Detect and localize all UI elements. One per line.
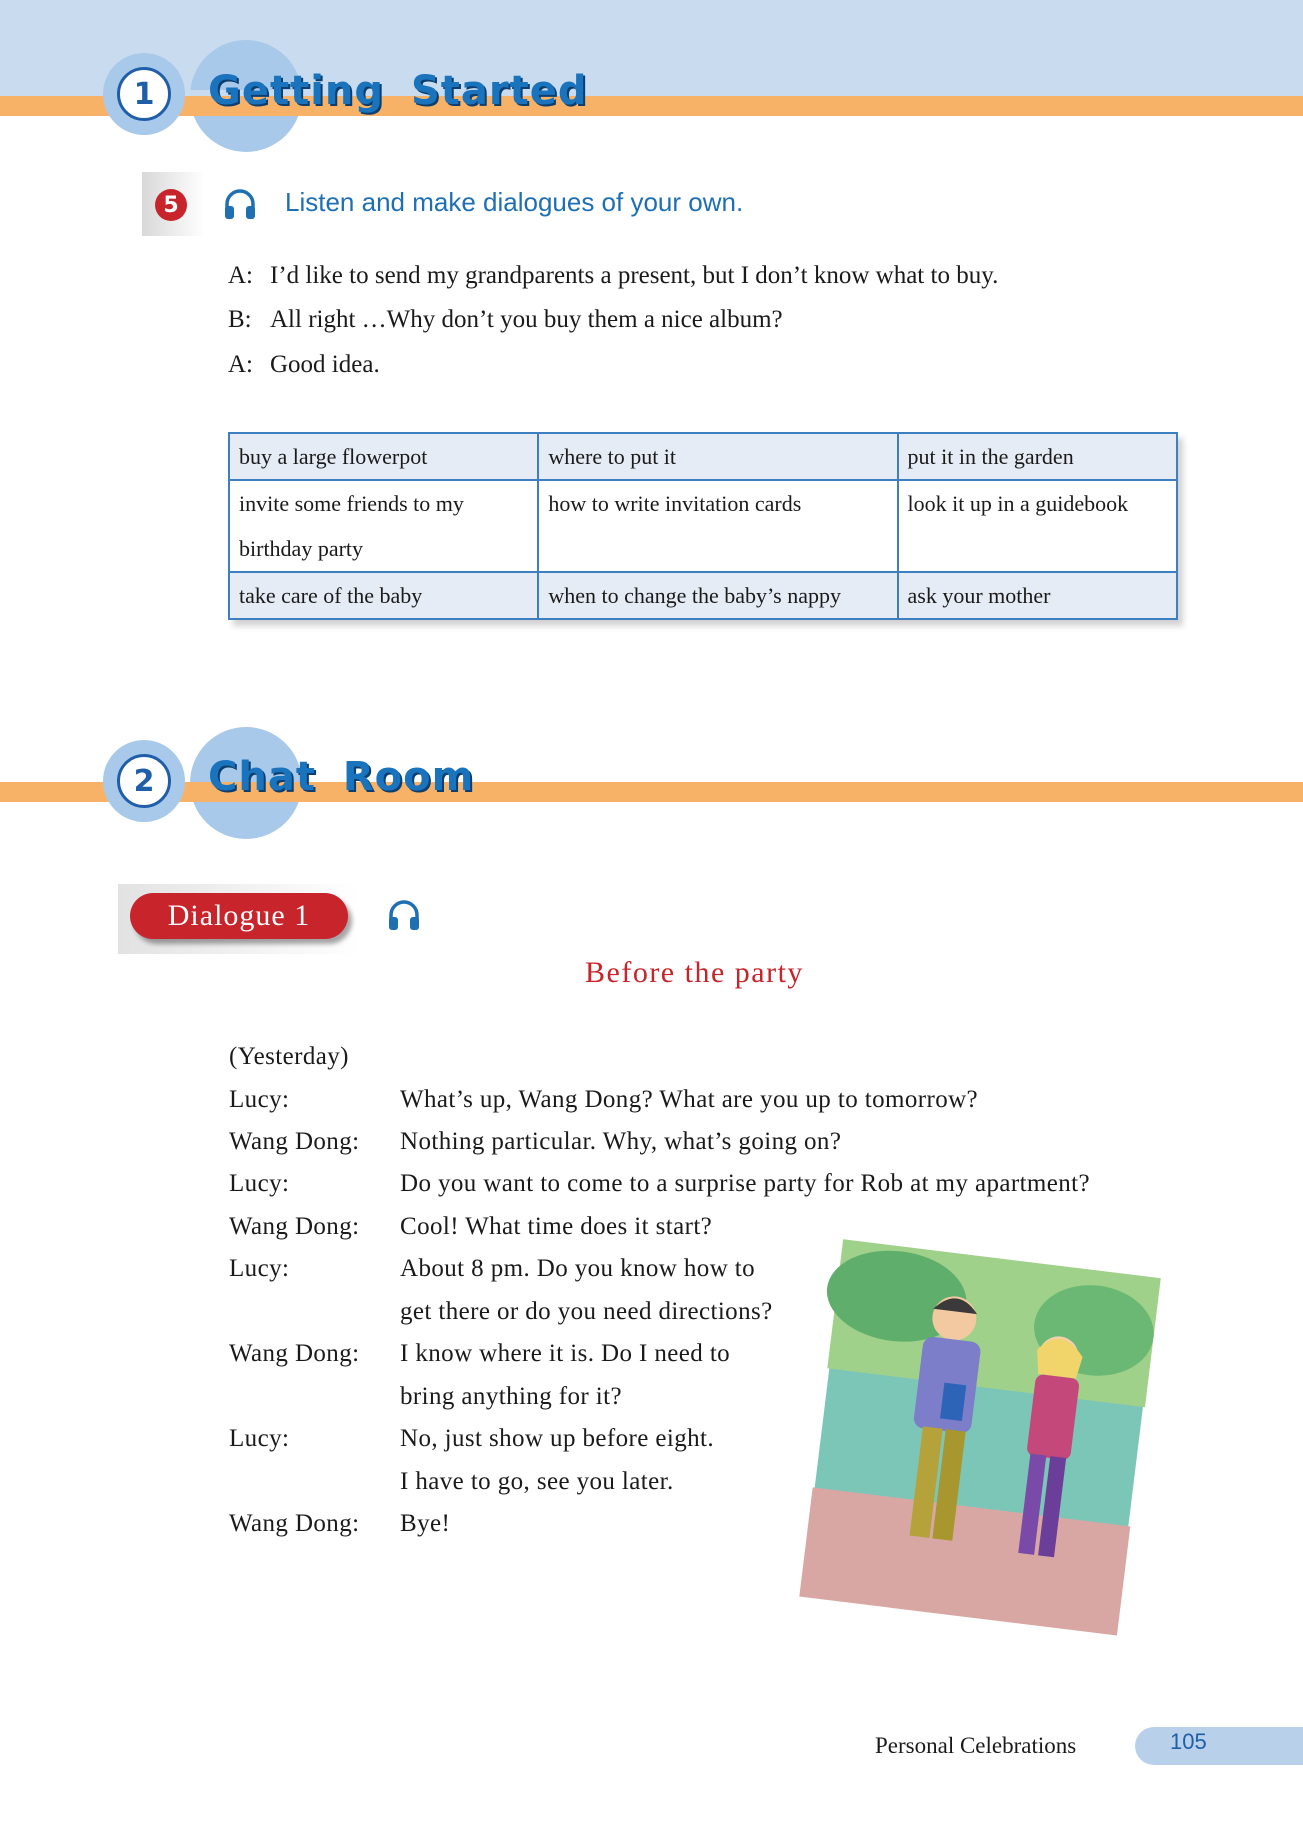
table-cell: look it up in a guidebook	[898, 480, 1177, 572]
line-text: Good idea.	[270, 351, 380, 378]
line-text: get there or do you need directions?	[400, 1298, 773, 1325]
section-number-badge	[103, 740, 185, 822]
time-note: (Yesterday)	[229, 1043, 349, 1070]
table-cell: buy a large flowerpot	[229, 433, 538, 480]
speaker: Wang Dong:	[229, 1510, 360, 1537]
table-row	[229, 572, 1177, 619]
section-title: Getting Started	[208, 68, 588, 114]
headphones-icon[interactable]	[222, 187, 258, 223]
dialog-line	[229, 1468, 674, 1496]
speaker: B:	[228, 306, 252, 333]
speaker: Lucy:	[229, 1425, 290, 1452]
section-number-badge	[103, 53, 185, 135]
dialogue-label: Dialogue 1	[130, 893, 348, 939]
line-text: Bye!	[400, 1510, 451, 1537]
line-text: All right …Why don’t you buy them a nice album?	[270, 306, 783, 333]
line-text: No, just show up before eight.	[400, 1425, 715, 1452]
table-cell: how to write invitation cards	[538, 480, 897, 572]
line-text: I have to go, see you later.	[400, 1468, 674, 1495]
table-cell: when to change the baby’s nappy	[538, 572, 897, 619]
dialogue-title: Before the party	[585, 956, 804, 989]
speaker: A:	[228, 351, 253, 378]
speaker: Wang Dong:	[229, 1128, 360, 1155]
speaker: A:	[228, 262, 253, 289]
dialog-line	[229, 1128, 841, 1156]
table-row	[229, 433, 1177, 480]
table-cell: take care of the baby	[229, 572, 538, 619]
exercise-number: 5	[155, 189, 187, 221]
dialog-line	[229, 1255, 755, 1283]
section-stripe	[0, 782, 1303, 802]
section-title: Chat Room	[208, 754, 475, 800]
line-text: Nothing particular. Why, what’s going on?	[400, 1128, 842, 1155]
line-text: I know where it is. Do I need to	[400, 1340, 731, 1367]
line-text: What’s up, Wang Dong? What are you up to tomorrow?	[400, 1086, 979, 1113]
table-cell: where to put it	[538, 433, 897, 480]
dialog-line	[229, 1340, 730, 1368]
page-number: 105	[1170, 1729, 1207, 1754]
speaker: Lucy:	[229, 1086, 290, 1113]
dialog-line	[229, 1086, 978, 1114]
table-row	[229, 480, 1177, 572]
section-stripe	[0, 96, 1303, 116]
table-cell: ask your mother	[898, 572, 1177, 619]
dialog-line	[228, 351, 380, 379]
band-edge	[0, 90, 1303, 96]
dialog-line	[229, 1510, 450, 1538]
students-illustration	[790, 1238, 1180, 1638]
dialog-line	[229, 1298, 773, 1326]
dialog-line	[228, 306, 783, 334]
speaker: Lucy:	[229, 1255, 290, 1282]
exercise-instruction: Listen and make dialogues of your own.	[285, 187, 744, 217]
dialog-line	[229, 1383, 622, 1411]
line-text: Do you want to come to a surprise party for Rob at my apartment?	[400, 1170, 1091, 1197]
dialog-line	[228, 262, 998, 290]
line-text: bring anything for it?	[400, 1383, 622, 1410]
speaker: Wang Dong:	[229, 1213, 360, 1240]
speaker: Lucy:	[229, 1170, 290, 1197]
line-text: About 8 pm. Do you know how to	[400, 1255, 756, 1282]
unit-title: Personal Celebrations	[875, 1733, 1077, 1758]
table-cell: put it in the garden	[898, 433, 1177, 480]
dialog-line	[229, 1213, 712, 1241]
page-number-tab	[1135, 1727, 1303, 1765]
section-number: 2	[117, 754, 171, 808]
table-cell: invite some friends to my birthday party	[229, 480, 538, 572]
phrase-table	[228, 432, 1178, 620]
section-number: 1	[117, 67, 171, 121]
speaker: Wang Dong:	[229, 1340, 360, 1367]
dialog-line	[229, 1170, 1090, 1198]
line-text: Cool! What time does it start?	[400, 1213, 713, 1240]
line-text: I’d like to send my grandparents a present, but I don’t know what to buy.	[270, 262, 999, 289]
dialog-line	[229, 1425, 714, 1453]
headphones-icon[interactable]	[386, 898, 422, 934]
